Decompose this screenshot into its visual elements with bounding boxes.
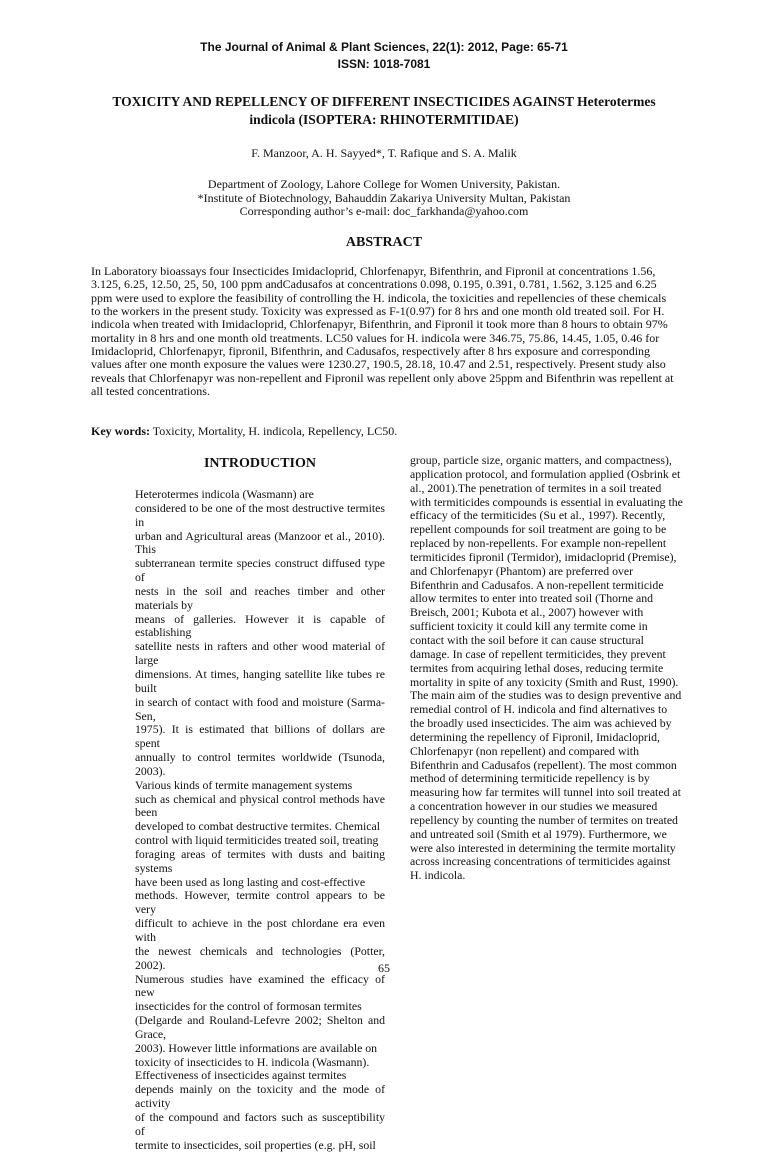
article-title-line-1: TOXICITY AND REPELLENCY OF DIFFERENT INSECTICIDES AGAINST Heterotermes [112,94,656,109]
affiliation-institute: *Institute of Biotechnology, Bahauddin Zakariya University Multan, Pakistan [197,190,571,205]
affiliations [0,178,768,219]
journal-issn: ISSN: 1018-7081 [337,57,431,71]
keywords [91,424,699,439]
keywords-text: Toxicity, Mortality, H. indicola, Repellency, LC50. [152,424,398,438]
page-number: 65 [378,961,390,975]
introduction-left-column: Heterotermes indicola (Wasmann) are considered to be one of the most destructive termites in urban and Agricultural areas (Manzoor et al., 2010). This subterranean termite species construct diffused type of nests in the soil and reaches timber and other materials by means of galleries. However it is capable of establishing satellite nests in rafters and other wood material of large dimensions. At times, hanging satellite like tubes re built in search of contact with food and moisture (Sarma-Sen, 1975). It is estimated that billions of dollars are spent annually to control termites worldwide (Tsunoda, 2003). Various kinds of termite management systems such as chemical and physical control methods have been developed to combat destructive termites. Chemical control with liquid termiticides treated soil, treating foraging areas of termites with dusts and baiting systems have been used as long lasting and cost-effective methods. However, termite control appears to be very difficult to achieve in the post chlordane era even with the newest chemicals and technologies (Potter, 2002). Numerous studies have examined the efficacy of new insecticides for the control of formosan termites (Delgarde and Rouland-Lefevre 2002; Shelton and Grace, 2003). However little informations are available on toxicity of insecticides to H. indicola (Wasmann). Effectiveness of insecticides against termites depends mainly on the toxicity and the mode of activity of the compound and factors such as susceptibility of termite to insecticides, soil properties (e.g. pH, soil [135,487,385,1152]
journal-citation: The Journal of Animal & Plant Sciences, 22(1): 2012, Page: 65-71 [200,40,568,54]
keywords-label: Key words: [91,424,150,438]
corresponding-email: Corresponding author’s e-mail: doc_farkhanda@yahoo.com [239,204,529,218]
journal-header [0,39,768,73]
abstract-heading: ABSTRACT [345,235,423,250]
author-list: F. Manzoor, A. H. Sayyed*, T. Rafique and S. A. Malik [251,146,517,160]
affiliation-department: Department of Zoology, Lahore College for Women University, Pakistan. [207,177,561,191]
introduction-right-column: group, particle size, organic matters, and compactness), application protocol, and formulation applied (Osbrink et al., 2001).The penetration of termites in a soil treated with termiticides compounds is essential in evaluating the efficacy of the termiticides (Su et al., 1997). Recently, repellent compounds for soil treatment are going to be replaced by non-repellents. For example non-repellent termiticides fipronil (Termidor), imidacloprid (Premise), and Chlorfenapyr (Phantom) are preferred over Bifenthrin and Cadusafos. A non-repellent termiticide allow termites to enter into treated soil (Thorne and Breisch, 2001; Kubota et al., 2007) however with sufficient toxicity it could kill any termite come in contact with the soil before it can cause structural damage. In case of repellent termiticides, they prevent termites from acquiring lethal doses, reducing termite mortality in spite of any toxicity (Smith and Rust, 1990). The main aim of the studies was to design preventive and remedial control of H. indicola and find alternatives to the broadly used insecticides. The aim was achieved by determining the repellency of Fipronil, Imidacloprid, Chlorfenapyr (non repellent) and compared with Bifenthrin and Cadusafos (repellent). The most common method of determining termiticide repellency is by measuring how far termites will tunnel into soil treated at a concentration however in our studies we measured repellency by counting the number of termites on treated and untreated soil (Smith et al 1979). Furthermore, we were also interested in determining the termite mortality across increasing concentrations of termiticides against H. indicola. [410,453,683,883]
article-title [70,93,698,129]
article-title-line-2: indicola (ISOPTERA: RHINOTERMITIDAE) [249,112,519,127]
introduction-heading: INTRODUCTION [203,456,316,471]
abstract-text: In Laboratory bioassays four Insecticides Imidacloprid, Chlorfenapyr, Bifenthrin, and Fipronil at concentrations 1.56, 3.125, 6.25, 12.50, 25, 50, 100 ppm andCadusafos at concentrations 0.098, 0.195, 0.391, 0.781, 1.562, 3.125 and 6.25 ppm were used to explore the feasibility of controlling the H. indicola, the toxicities and repellencies of these chemicals to the workers in the present study. Toxicity was expressed as F-1(0.97) for 8 hrs and one month old treated soil. For H. indicola when treated with Imidacloprid, Chlorfenapyr, Bifenthrin, and Fipronil it took more than 8 hours to obtain 97% mortality in 8 hrs and one month old treatments. LC50 values for H. indicola were 346.75, 75.86, 14.45, 1.05, 0.46 for Imidacloprid, Chlorfenapyr, fipronil, Bifenthrin, and Cadusafos, respectively after 8 hrs exposure and corresponding values after one month exposure the values were 1230.27, 190.5, 28.18, 10.47 and 2.51, respectively. Present study also reveals that Chlorfenapyr was non-repellent and Fipronil was repellent only above 25ppm and Bifenthrin was repellent at all tested concentrations. [91,264,674,399]
